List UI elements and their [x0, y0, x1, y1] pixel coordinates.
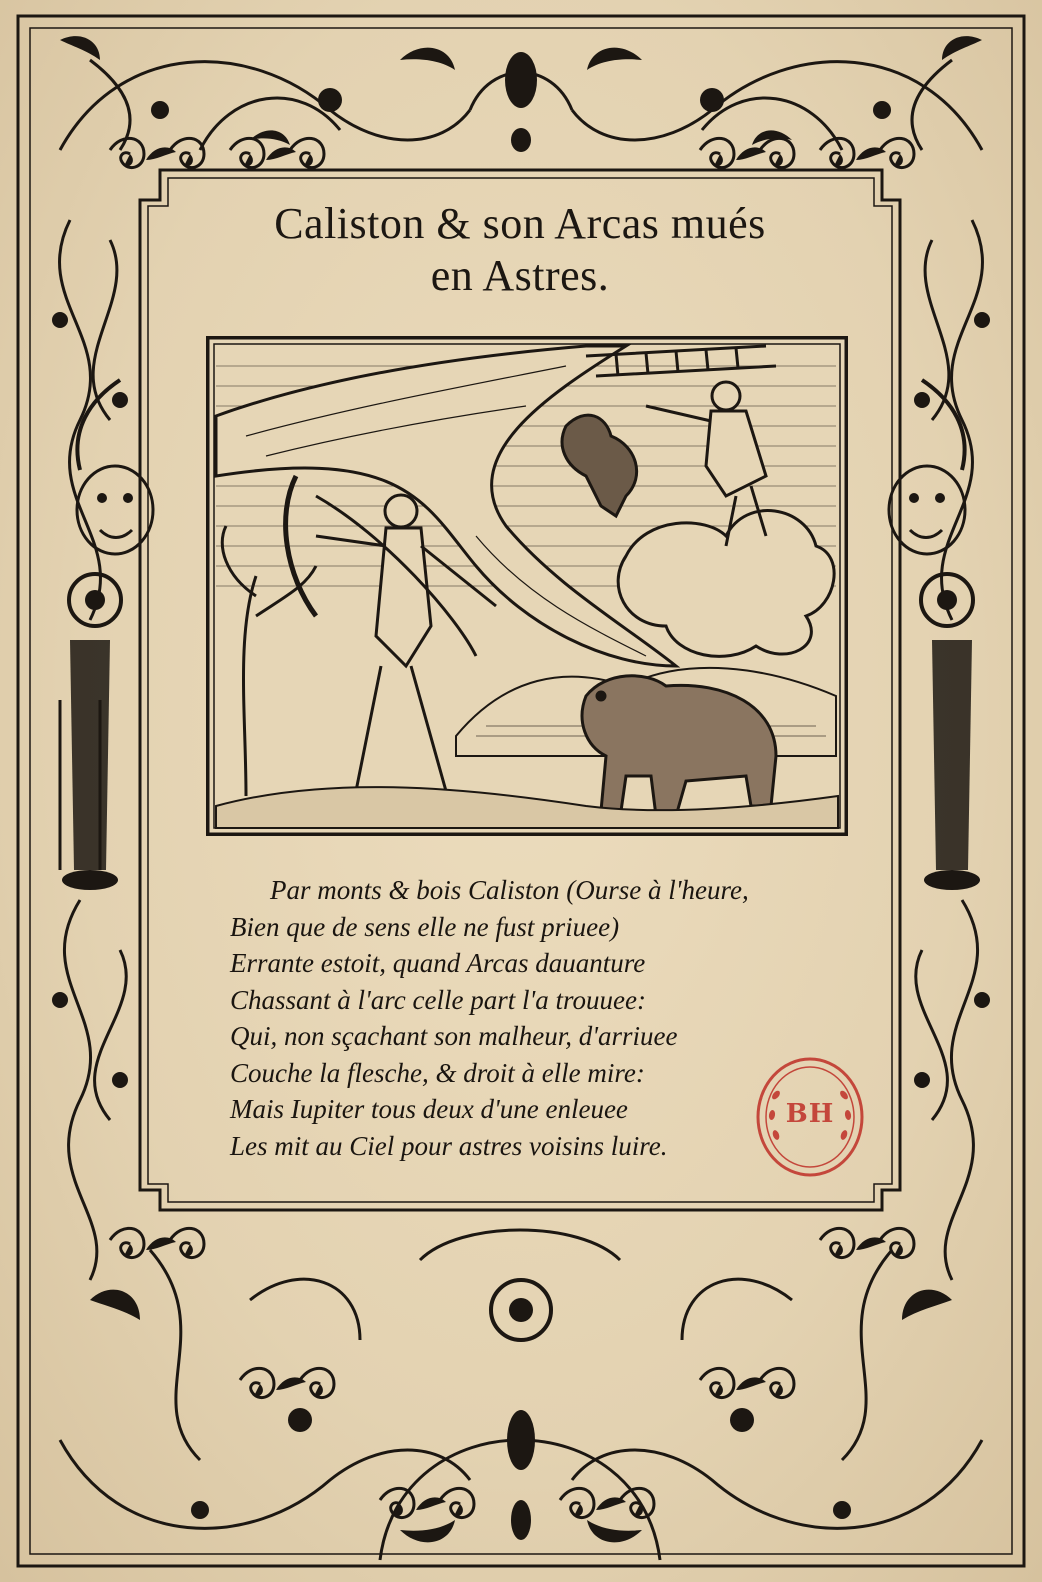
title-line-1: Caliston & son Arcas mués — [274, 199, 766, 248]
verse-line: Les mit au Ciel pour astres voisins luire. — [230, 1130, 668, 1161]
verse-line: Bien que de sens elle ne fust priuee) — [230, 911, 620, 942]
page-title — [200, 198, 840, 302]
title-line-2: en Astres. — [430, 251, 610, 300]
stamp-text: BH — [785, 1099, 835, 1129]
verse-line: Qui, non sçachant son malheur, d'arriuee — [230, 1021, 678, 1051]
verse-line: Errante estoit, quand Arcas dauanture — [230, 948, 646, 978]
library-stamp — [754, 1055, 866, 1179]
verse-line: Chassant à l'arc celle part l'a trouuee: — [230, 984, 646, 1015]
verse-line: Par monts & bois Caliston (Ourse à l'heure, — [270, 875, 749, 905]
verse-line: Mais Iupiter tous deux d'une enleuee — [230, 1094, 628, 1124]
woodcut-illustration — [206, 336, 848, 836]
verse-line: Couche la flesche, & droit à elle mire: — [230, 1057, 645, 1088]
